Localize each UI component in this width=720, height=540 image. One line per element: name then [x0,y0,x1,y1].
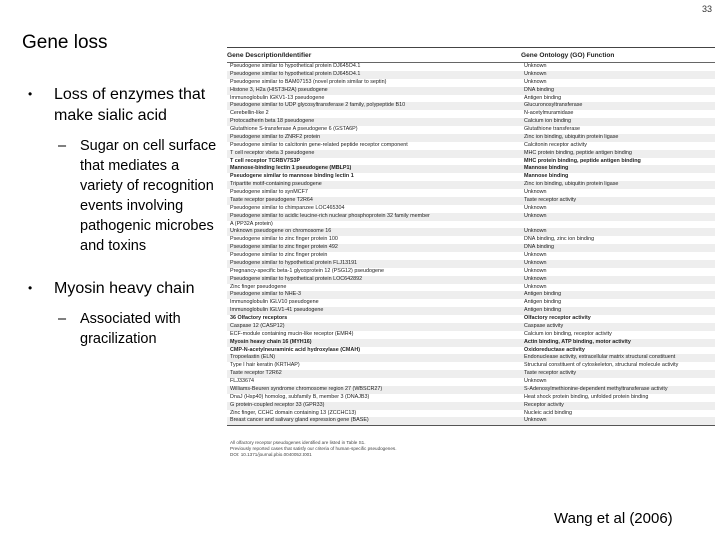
footnote: DOI: 10.1371/journal.pbio.0040052.t001 [230,452,312,458]
go-function-cell: Caspase activity [524,322,564,329]
gene-description-cell: Unknown pseudogene on chromosome 16 [230,228,332,235]
table-row [227,110,715,118]
go-function-cell: Calcium ion binding, receptor activity [524,330,612,337]
bullet-list [22,84,222,371]
gene-description-cell: T cell receptor vbeta 3 pseudogene [230,149,315,156]
table-row [227,134,715,142]
gene-description-cell: Pseudogene similar to ZNRF2 protein [230,133,321,140]
gene-description-cell: Zinc finger pseudogene [230,283,287,290]
table-row [227,299,715,307]
go-function-cell: Olfactory receptor activity [524,315,591,321]
table-row [227,95,715,103]
gene-description-cell: Pseudogene similar to synMCF7 [230,189,308,195]
go-function-cell: MHC protein binding, peptide antigen binding [524,157,641,164]
gene-description-cell: Taste receptor T2R62 [230,370,282,377]
gene-description-cell: Immunoglobulin IGLV10 pseudogene [230,299,319,306]
table-row [227,126,715,134]
go-function-cell: Glucuronosyltransferase [524,102,583,109]
table-row [227,102,715,110]
go-function-cell: Unknown [524,252,547,258]
table-footnotes [227,440,450,458]
gene-description-cell: Protocadherin beta 18 pseudogene [230,118,315,125]
gene-description-cell: Mannose-binding lectin 1 pseudogene (MBLP1) [230,165,352,172]
go-function-cell: Taste receptor activity [524,196,577,203]
gene-table [227,47,715,458]
table-row [227,386,715,394]
table-row [227,323,715,331]
go-function-cell: Antigen binding [524,299,562,306]
gene-description-cell: Pseudogene similar to hypothetical protein DJ645O4.1 [230,63,361,69]
bullet-dot: • [28,87,33,101]
table-row [227,87,715,95]
gene-description-cell: Pseudogene similar to zinc finger protein 100 [230,236,338,243]
gene-description-cell: FLJ33674 [230,378,254,384]
table-header [227,48,715,63]
table-row [227,79,715,87]
table-row [227,197,715,205]
column-header-go-function: Gene Ontology (GO) Function [521,51,615,59]
go-function-cell: Unknown [524,283,547,290]
go-function-cell: Structural constituent of cytoskeleton, structural molecule activity [524,362,679,369]
sub-bullet-item [58,309,222,349]
gene-description-cell: Pseudogene similar to hypothetical protein LOC642892 [230,275,363,282]
gene-description-cell: A (PP32A protein) [230,220,273,227]
go-function-cell: Antigen binding [524,291,562,298]
table-row [227,236,715,244]
bullet-text: Loss of enzymes that make sialic acid [54,86,206,124]
table-row [227,181,715,189]
gene-description-cell: Pseudogene similar to zinc finger protein [230,252,328,258]
gene-description-cell: Pseudogene similar to calcitonin gene-related peptide receptor component [230,141,408,148]
table-row [227,158,715,166]
sub-bullet-text: Sugar on cell surface that mediates a variety of recognition events involving pathogenic microbes and toxins [80,138,217,254]
table-row [227,370,715,378]
table-row [227,150,715,158]
table-row [227,276,715,284]
table-row [227,315,715,323]
gene-description-cell: Tropoelastin (ELN) [230,354,276,361]
go-function-cell: Zinc ion binding, ubiquitin protein ligase [524,181,619,188]
go-function-cell: Oxidoreductase activity [524,346,585,353]
column-header-description: Gene Description/Identifier [227,51,312,59]
gene-description-cell: Caspase 12 (CASP12) [230,322,285,329]
gene-description-cell: Zinc finger, CCHC domain containing 13 (ZCCHC13) [230,409,357,416]
go-function-cell: Taste receptor activity [524,370,577,377]
go-function-cell: DNA binding [524,244,554,251]
gene-description-cell: Immunoglobulin IGKV1-13 pseudogene [230,94,325,101]
table-row [227,173,715,181]
gene-description-cell: Taste receptor pseudogene T2R64 [230,196,313,203]
gene-description-cell: Myosin heavy chain 16 (MYH16) [230,338,312,345]
go-function-cell: Unknown [524,63,547,69]
citation: Wang et al (2006) [554,510,673,527]
table-row [227,244,715,252]
sub-bullet-dash: – [58,138,67,154]
go-function-cell: Mannose binding [524,173,569,180]
slide-title: Gene loss [22,32,108,53]
go-function-cell: Unknown [524,378,547,384]
go-function-cell: Calcitonin receptor activity [524,141,587,148]
go-function-cell: Mannose binding [524,165,569,172]
gene-description-cell: CMP-N-acetylneuraminic acid hydroxylase (CMAH) [230,346,361,353]
gene-description-cell: Pseudogene similar to zinc finger protein 492 [230,244,338,251]
table-row [227,339,715,347]
gene-description-cell: ECF-module containing mucin-like receptor (EMR4) [230,330,354,337]
go-function-cell: Unknown [524,417,547,424]
go-function-cell: Antigen binding [524,307,562,314]
gene-description-cell: Pregnancy-specific beta-1 glycoprotein 12 (PSG12) pseudogene [230,267,385,274]
go-function-cell: Endonuclease activity, extracellular matrix structural constituent [524,354,676,361]
table-row [227,402,715,410]
gene-description-cell: Pseudogene similar to hypothetical protein DJ645O4.1 [230,70,361,77]
sub-bullet-text: Associated with gracilization [80,311,181,347]
table-row [227,118,715,126]
table-row [227,260,715,268]
go-function-cell: Unknown [524,70,547,77]
gene-description-cell: Pseudogene similar to UDP glycosyltransferase 2 family, polypeptide B10 [230,102,406,109]
table-row [227,221,715,229]
go-function-cell: MHC protein binding, peptide antigen binding [524,149,632,156]
table-row [227,354,715,362]
go-function-cell: Actin binding, ATP binding, motor activity [524,338,631,345]
gene-description-cell: Type I hair keratin (KRTHAP) [230,362,300,369]
go-function-cell: Receptor activity [524,401,564,408]
gene-description-cell: Pseudogene similar to chimpanzee LOC465304 [230,204,345,211]
go-function-cell: Unknown [524,259,547,266]
gene-description-cell: Pseudogene similar to mannose binding lectin 1 [230,173,354,180]
table-row [227,213,715,221]
gene-description-cell: Immunoglobulin IGLV1-41 pseudogene [230,307,324,314]
table-row [227,378,715,386]
table-row [227,347,715,355]
gene-description-cell: Williams-Beuren syndrome chromosome region 27 (WBSCR27) [230,385,383,392]
table-row [227,362,715,370]
table-row [227,142,715,150]
table-row [227,268,715,276]
go-function-cell: Unknown [524,212,547,219]
table-row [227,417,715,425]
table-row [227,331,715,339]
gene-description-cell: Pseudogene similar to hypothetical protein FLJ13191 [230,259,358,266]
go-function-cell: Unknown [524,204,547,211]
go-function-cell: Heat shock protein binding, unfolded protein binding [524,393,649,400]
table-row [227,394,715,402]
sub-bullet-item [58,136,222,256]
gene-description-cell: DnaJ (Hsp40) homolog, subfamily B, member 3 (DNAJB3) [230,393,370,400]
gene-description-cell: Glutathione S-transferase A pseudogene 6 (GSTA6P) [230,126,358,132]
go-function-cell: DNA binding [524,86,554,93]
bullet-text: Myosin heavy chain [54,280,195,297]
gene-description-cell: Histone 3, H2a (HIST3H2A) pseudogene [230,86,328,93]
bullet-item [22,84,222,126]
go-function-cell: S-Adenosylmethionine-dependent methyltransferase activity [524,385,668,392]
table-row [227,284,715,292]
table-row [227,71,715,79]
go-function-cell: N-acetylmuramidase [524,110,574,117]
bullet-dot: • [28,281,33,295]
table-row [227,165,715,173]
gene-description-cell: Pseudogene similar to acidic leucine-rich nuclear phosphoprotein 32 family member [230,212,430,219]
go-function-cell: DNA binding, zinc ion binding [524,236,595,243]
go-function-cell: Unknown [524,267,547,274]
go-function-cell: Antigen binding [524,94,562,101]
go-function-cell: Zinc ion binding, ubiquitin protein ligase [524,133,619,140]
sub-bullet-dash: – [58,311,67,327]
page-number: 33 [701,4,712,14]
gene-description-cell: Tripartite motif-containing pseudogene [230,181,322,188]
table-row [227,291,715,299]
table-row [227,189,715,197]
table-row [227,205,715,213]
table-row [227,252,715,260]
table-row [227,228,715,236]
go-function-cell: Calcium ion binding [524,118,572,125]
go-function-cell: Unknown [524,189,547,195]
bullet-item [22,278,222,299]
go-function-cell: Unknown [524,78,547,85]
gene-description-cell: T cell receptor TCRBV7S3P [230,157,301,164]
go-function-cell: Unknown [524,275,547,282]
footnote: Previously reported cases that satisfy our criteria of human-specific pseudogenes. [230,446,397,452]
table-bottom-rule [227,425,715,426]
footnote: All olfactory receptor pseudogenes identified are listed in Table S1. [230,440,366,446]
gene-description-cell: Pseudogene similar to BAM07153 (novel protein similar to septin) [230,78,387,85]
gene-description-cell: 36 Olfactory receptors [230,315,288,321]
table-row [227,307,715,315]
gene-description-cell: Cerebellin-like 2 [230,110,269,117]
gene-description-cell: G protein-coupled receptor 33 (GPR33) [230,401,325,408]
go-function-cell: Nucleic acid binding [524,409,572,416]
go-function-cell [521,221,715,229]
go-function-cell: Unknown [524,228,547,235]
gene-description-cell: Breast cancer and salivary gland expression gene (BASE) [230,417,369,424]
table-row [227,63,715,71]
go-function-cell: Glutathione transferase [524,126,581,132]
gene-description-cell: Pseudogene similar to NHE-3 [230,291,302,298]
table-row [227,410,715,418]
table-body [227,63,715,425]
